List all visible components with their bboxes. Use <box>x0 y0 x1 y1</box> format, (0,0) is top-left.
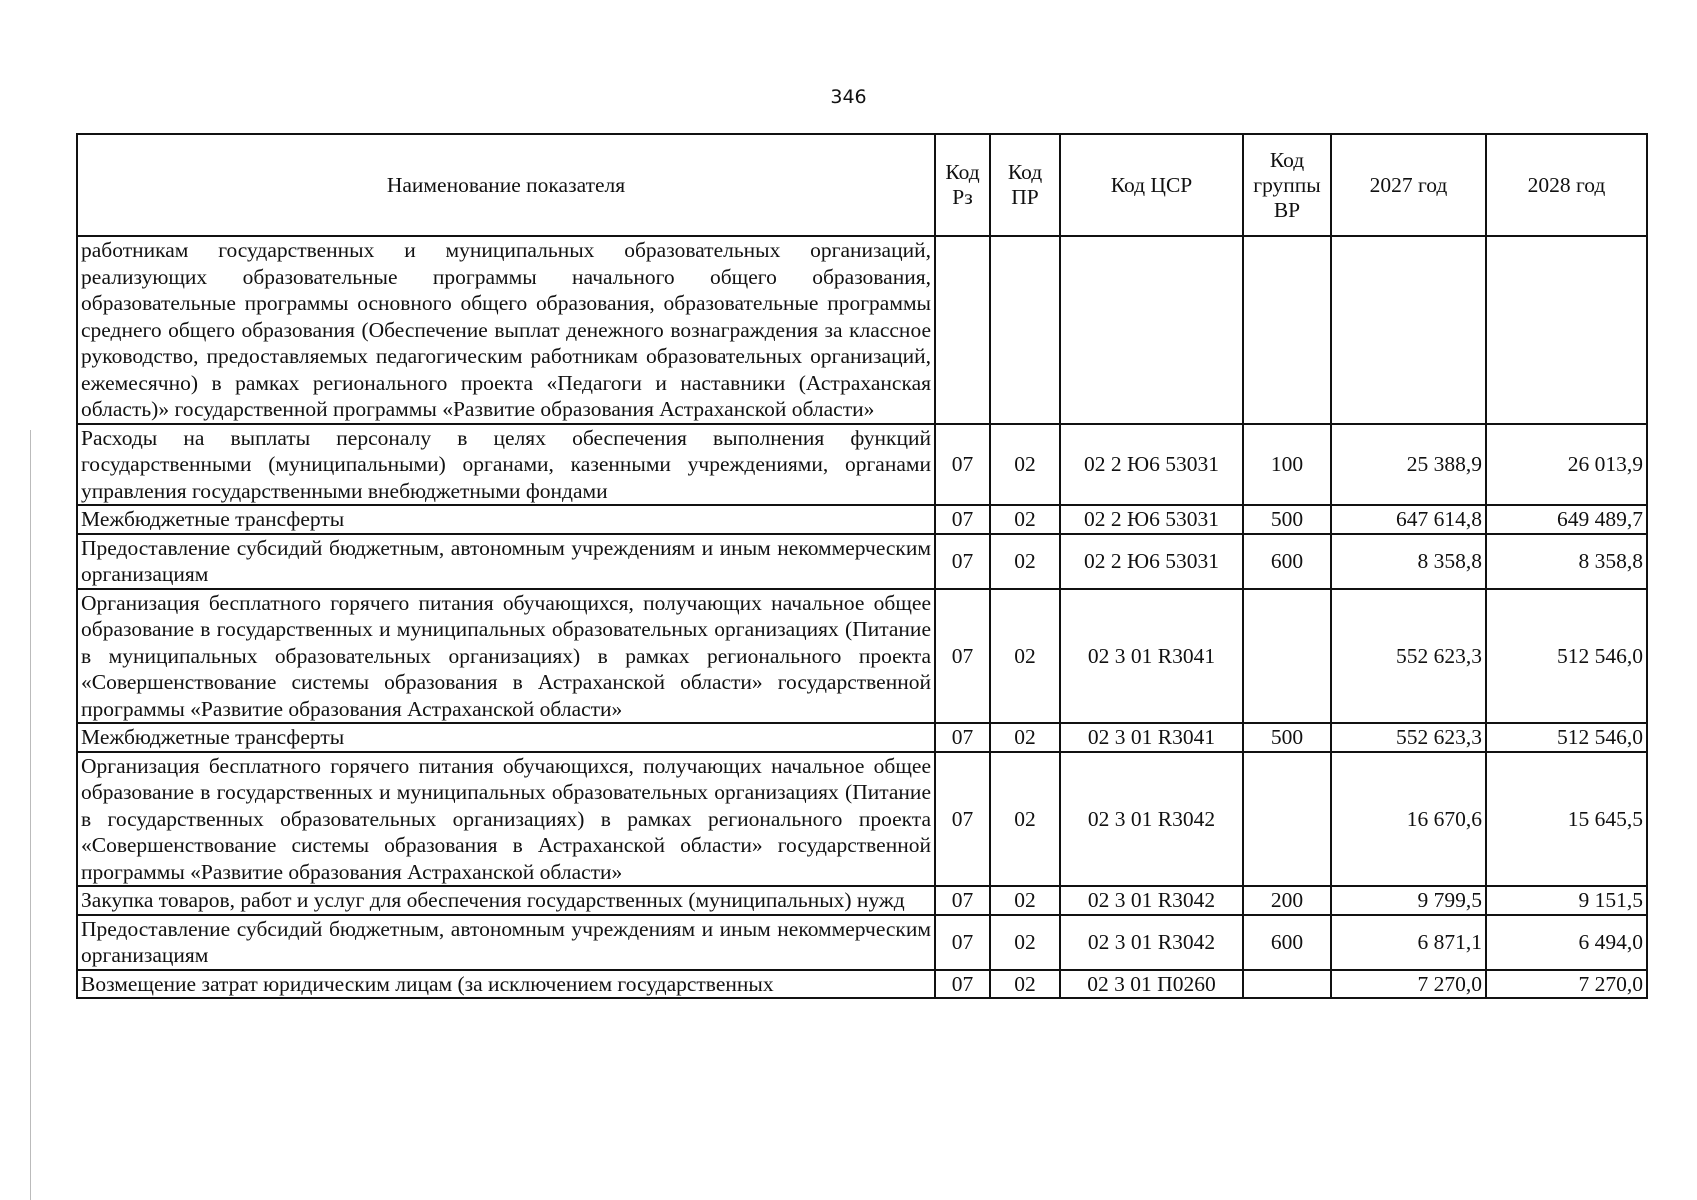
row-2028: 9 151,5 <box>1486 886 1647 915</box>
row-vr: 500 <box>1243 505 1331 534</box>
row-pr <box>990 236 1060 424</box>
row-csr <box>1060 236 1243 424</box>
row-2028: 512 546,0 <box>1486 589 1647 724</box>
row-name: Организация бесплатного горячего питания обучающихся, получающих начальное общее образование в государственных и муниципальных образовательных организациях (Питание в государственных образовательных организациях) в рамках регионального проекта «Совершенствование системы образования в Астраханской области» государственной программы «Развитие образования Астраханской области» <box>77 752 935 887</box>
row-name: работникам государственных и муниципальных образовательных организаций, реализующих образовательные программы начального общего образования, образовательные программы основного общего образования, образовательные программы среднего общего образования (Обеспечение выплат денежного вознаграждения за классное руководство, предоставляемых педагогическим работникам образовательных организаций, ежемесячно) в рамках регионального проекта «Педагоги и наставники (Астраханская область)» государственной программы «Развитие образования Астраханской области» <box>77 236 935 424</box>
row-2028 <box>1486 236 1647 424</box>
table-row <box>77 236 1647 424</box>
table-row <box>77 886 1647 915</box>
row-2027: 552 623,3 <box>1331 589 1486 724</box>
row-2027: 7 270,0 <box>1331 970 1486 999</box>
row-csr: 02 2 Ю6 53031 <box>1060 534 1243 589</box>
row-2027: 8 358,8 <box>1331 534 1486 589</box>
row-pr: 02 <box>990 723 1060 752</box>
row-csr: 02 3 01 R3042 <box>1060 915 1243 970</box>
row-vr <box>1243 236 1331 424</box>
scan-edge-line <box>30 430 31 1200</box>
row-pr: 02 <box>990 589 1060 724</box>
row-rz: 07 <box>935 424 990 506</box>
header-2028: 2028 год <box>1486 134 1647 236</box>
table-row <box>77 723 1647 752</box>
table-row <box>77 589 1647 724</box>
table-row <box>77 970 1647 999</box>
row-csr: 02 3 01 R3042 <box>1060 752 1243 887</box>
row-name: Межбюджетные трансферты <box>77 505 935 534</box>
row-rz: 07 <box>935 886 990 915</box>
row-pr: 02 <box>990 915 1060 970</box>
row-name: Закупка товаров, работ и услуг для обеспечения государственных (муниципальных) нужд <box>77 886 935 915</box>
row-2028: 7 270,0 <box>1486 970 1647 999</box>
row-vr: 600 <box>1243 534 1331 589</box>
budget-table <box>76 133 1648 999</box>
row-2028: 8 358,8 <box>1486 534 1647 589</box>
header-2027: 2027 год <box>1331 134 1486 236</box>
row-vr <box>1243 589 1331 724</box>
row-csr: 02 3 01 R3042 <box>1060 886 1243 915</box>
row-2028: 649 489,7 <box>1486 505 1647 534</box>
row-vr: 600 <box>1243 915 1331 970</box>
page-number: 346 <box>830 86 867 108</box>
table-row <box>77 534 1647 589</box>
row-vr: 500 <box>1243 723 1331 752</box>
row-name: Организация бесплатного горячего питания обучающихся, получающих начальное общее образование в государственных и муниципальных образовательных организациях (Питание в муниципальных образовательных организациях) в рамках регионального проекта «Совершенствование системы образования в Астраханской области» государственной программы «Развитие образования Астраханской области» <box>77 589 935 724</box>
row-csr: 02 3 01 П0260 <box>1060 970 1243 999</box>
row-name: Предоставление субсидий бюджетным, автономным учреждениям и иным некоммерческим организациям <box>77 534 935 589</box>
row-pr: 02 <box>990 534 1060 589</box>
row-2028: 512 546,0 <box>1486 723 1647 752</box>
row-vr <box>1243 752 1331 887</box>
row-rz: 07 <box>935 534 990 589</box>
row-rz: 07 <box>935 752 990 887</box>
row-rz: 07 <box>935 970 990 999</box>
table-row <box>77 915 1647 970</box>
row-2028: 26 013,9 <box>1486 424 1647 506</box>
row-2027: 25 388,9 <box>1331 424 1486 506</box>
row-pr: 02 <box>990 424 1060 506</box>
row-pr: 02 <box>990 505 1060 534</box>
table-row <box>77 505 1647 534</box>
header-vr: Код группы ВР <box>1243 134 1331 236</box>
row-rz: 07 <box>935 589 990 724</box>
row-2027: 552 623,3 <box>1331 723 1486 752</box>
row-csr: 02 3 01 R3041 <box>1060 723 1243 752</box>
row-name: Предоставление субсидий бюджетным, автономным учреждениям и иным некоммерческим организациям <box>77 915 935 970</box>
row-csr: 02 3 01 R3041 <box>1060 589 1243 724</box>
row-vr: 200 <box>1243 886 1331 915</box>
row-2028: 15 645,5 <box>1486 752 1647 887</box>
row-vr <box>1243 970 1331 999</box>
row-2027: 9 799,5 <box>1331 886 1486 915</box>
row-csr: 02 2 Ю6 53031 <box>1060 424 1243 506</box>
row-rz <box>935 236 990 424</box>
row-2027 <box>1331 236 1486 424</box>
row-2027: 6 871,1 <box>1331 915 1486 970</box>
row-rz: 07 <box>935 505 990 534</box>
row-vr: 100 <box>1243 424 1331 506</box>
table-row <box>77 752 1647 887</box>
row-name: Межбюджетные трансферты <box>77 723 935 752</box>
row-pr: 02 <box>990 886 1060 915</box>
header-pr: Код ПР <box>990 134 1060 236</box>
row-name: Расходы на выплаты персоналу в целях обеспечения выполнения функций государственными (муниципальными) органами, казенными учреждениями, органами управления государственными внебюджетными фондами <box>77 424 935 506</box>
table-row <box>77 424 1647 506</box>
row-2028: 6 494,0 <box>1486 915 1647 970</box>
row-pr: 02 <box>990 752 1060 887</box>
table-header-row <box>77 134 1647 236</box>
row-pr: 02 <box>990 970 1060 999</box>
row-name: Возмещение затрат юридическим лицам (за исключением государственных <box>77 970 935 999</box>
row-csr: 02 2 Ю6 53031 <box>1060 505 1243 534</box>
header-name: Наименование показателя <box>77 134 935 236</box>
row-rz: 07 <box>935 915 990 970</box>
header-rz: Код Рз <box>935 134 990 236</box>
row-rz: 07 <box>935 723 990 752</box>
row-2027: 16 670,6 <box>1331 752 1486 887</box>
header-csr: Код ЦСР <box>1060 134 1243 236</box>
row-2027: 647 614,8 <box>1331 505 1486 534</box>
